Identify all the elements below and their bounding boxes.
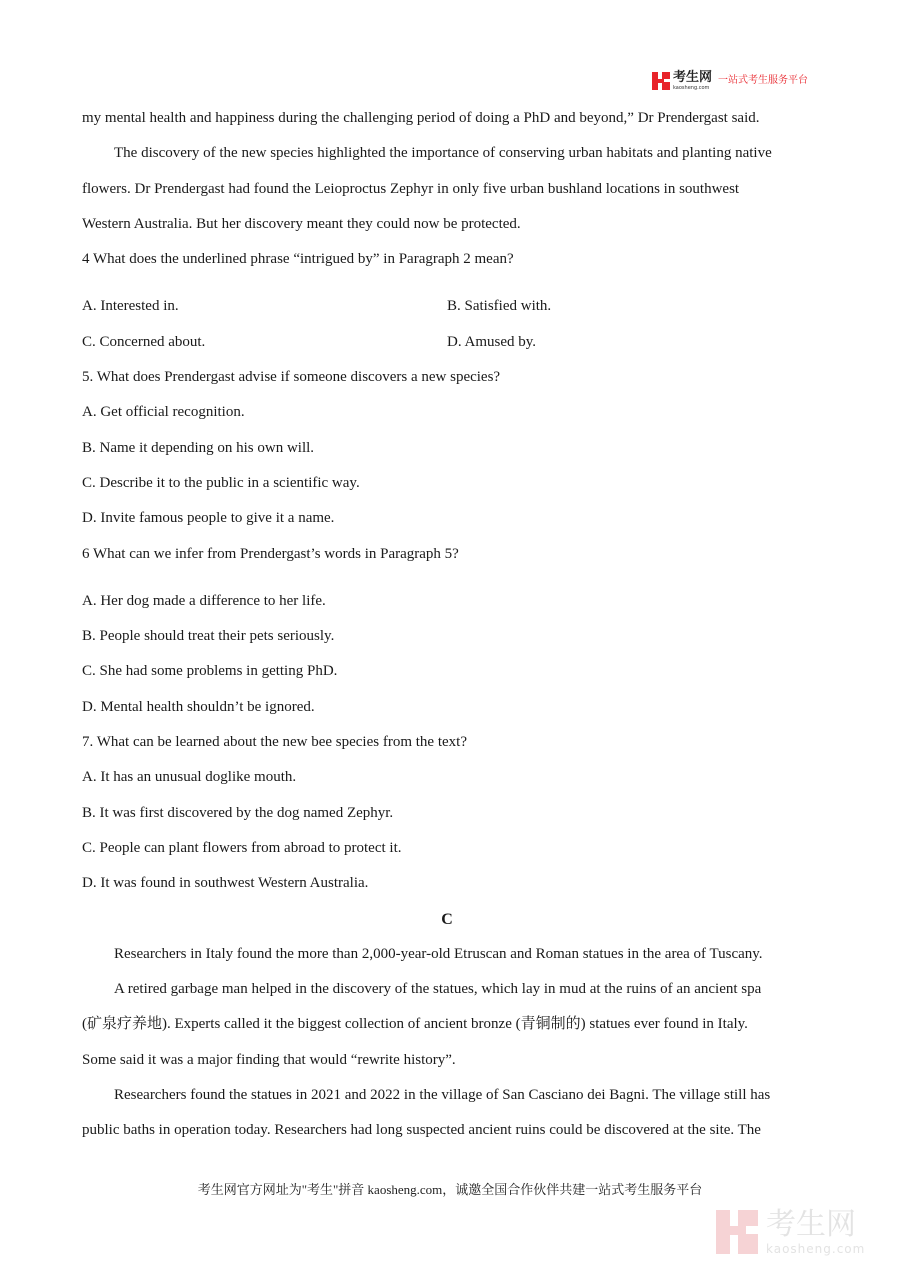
page-footer: 考生网官方网址为"考生"拼音 kaosheng.com，诚邀全国合作伙伴共建一站式考生服务平台: [197, 1182, 703, 1197]
question-5: [82, 360, 812, 536]
option-d: D. Amused by.: [447, 333, 537, 350]
section-title-c: C: [441, 910, 453, 928]
logo-text-stack: [673, 70, 712, 92]
option-a: A. Get official recognition.: [82, 404, 245, 421]
header-logo: [652, 70, 808, 92]
paragraph-line: Researchers found the statues in 2021 and 2022 in the village of San Casciano dei Bagni. The village still has: [114, 1087, 771, 1104]
question-stem: 6 What can we infer from Prendergast’s words in Paragraph 5?: [82, 545, 459, 562]
option-b: B. Name it depending on his own will.: [82, 439, 315, 456]
option-a: A. Her dog made a difference to her life.: [82, 592, 326, 609]
kaosheng-watermark-icon: [716, 1210, 758, 1254]
watermark-domain: kaosheng.com: [766, 1242, 866, 1256]
option-d: D. It was found in southwest Western Australia.: [82, 875, 369, 892]
option-c: C. She had some problems in getting PhD.: [82, 663, 338, 680]
logo-name: 考生网: [673, 70, 713, 85]
option-d: D. Mental health shouldn’t be ignored.: [82, 698, 315, 715]
question-stem: 4 What does the underlined phrase “intrigued by” in Paragraph 2 mean?: [82, 251, 514, 268]
paragraph-line: Western Australia. But her discovery meant they could now be protected.: [82, 215, 521, 232]
question-6: [82, 537, 812, 725]
option-a: A. It has an unusual doglike mouth.: [82, 769, 297, 786]
question-4: [82, 242, 812, 360]
option-b: B. It was first discovered by the dog named Zephyr.: [82, 804, 394, 821]
logo-domain: kaosheng.com: [673, 85, 710, 91]
paragraph-line: flowers. Dr Prendergast had found the Leioproctus Zephyr in only five urban bushland locations in southwest: [82, 180, 740, 197]
paragraph-line: Some said it was a major finding that would “rewrite history”.: [82, 1051, 456, 1068]
watermark: [716, 1208, 865, 1256]
paragraph-line: A retired garbage man helped in the discovery of the statues, which lay in mud at the ruins of an ancient spa: [114, 981, 762, 998]
paragraph-line: (矿泉疗养地). Experts called it the biggest collection of ancient bronze (青铜制的) statues ever found in Italy.: [82, 1016, 748, 1033]
document-body: [82, 101, 812, 1149]
option-a: A. Interested in.: [82, 298, 179, 315]
paragraph-line: The discovery of the new species highlighted the importance of conserving urban habitats and planting native: [114, 145, 772, 162]
paragraph-line: Researchers in Italy found the more than 2,000-year-old Etruscan and Roman statues in the area of Tuscany.: [114, 945, 763, 962]
kaosheng-logo-icon: [652, 70, 670, 92]
watermark-name: 考生网: [766, 1207, 856, 1242]
paragraph-line: public baths in operation today. Researchers had long suspected ancient ruins could be discovered at the site. The: [82, 1122, 761, 1139]
paragraph-line: my mental health and happiness during the challenging period of doing a PhD and beyond,” Dr Prendergast said.: [82, 110, 760, 126]
question-stem: 7. What can be learned about the new bee species from the text?: [82, 734, 467, 751]
option-c: C. Concerned about.: [82, 333, 206, 350]
option-d: D. Invite famous people to give it a name.: [82, 510, 335, 527]
option-b: B. People should treat their pets seriously.: [82, 628, 335, 645]
logo-tagline: 一站式考生服务平台: [718, 75, 809, 86]
question-7: [82, 725, 812, 901]
watermark-text-stack: [766, 1208, 865, 1256]
question-stem: 5. What does Prendergast advise if someone discovers a new species?: [82, 369, 501, 386]
option-c: C. People can plant flowers from abroad to protect it.: [82, 839, 402, 856]
option-c: C. Describe it to the public in a scientific way.: [82, 474, 360, 491]
option-b: B. Satisfied with.: [447, 298, 552, 315]
